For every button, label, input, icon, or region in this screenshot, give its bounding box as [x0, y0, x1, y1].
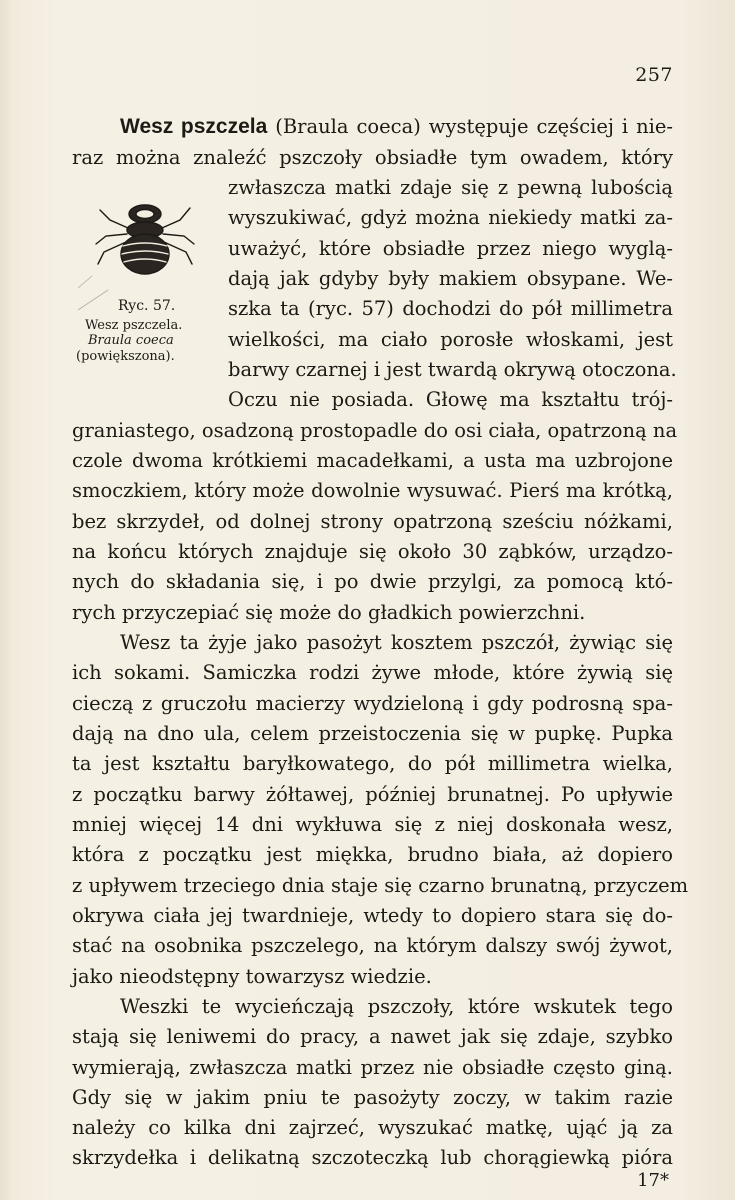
- section-heading: Wesz pszczela: [120, 115, 268, 138]
- text-line: smoczkiem, który może dowolnie wysuwać. Pierś ma krótką,: [72, 479, 673, 502]
- text-line: uważyć, które obsiadłe przez niego wyglą-: [228, 237, 673, 260]
- text-line: Wesz ta żyje jako pasożyt kosztem pszczół, żywiąc się: [120, 631, 673, 654]
- text-line: skrzydełka i delikatną szczoteczką lub chorągiewką pióra: [72, 1146, 673, 1169]
- text-line: cieczą z gruczołu macierzy wydzieloną i gdy podrosną spa-: [72, 692, 673, 715]
- text-line: ich sokami. Samiczka rodzi żywe młode, które żywią się: [72, 661, 673, 684]
- text-line: na końcu których znajduje się około 30 ząbków, urządzo-: [72, 540, 673, 563]
- text-line: stają się leniwemi do pracy, a nawet jak się zdaje, szybko: [72, 1025, 673, 1048]
- text-line: dają jak gdyby były makiem obsypane. We-: [228, 267, 673, 290]
- text-line: należy co kilka dni zajrzeć, wyszukać matkę, ująć ją za: [72, 1116, 673, 1139]
- text-line: Weszki te wycieńczają pszczoły, które wskutek tego: [120, 995, 673, 1018]
- text-line: Gdy się w jakim pniu te pasożyty zoczy, w takim razie: [72, 1086, 673, 1109]
- text-line: Oczu nie posiada. Głowę ma kształtu trój-: [228, 388, 673, 411]
- text-line: jako nieodstępny towarzysz wiedzie.: [72, 965, 432, 988]
- text-line: bez skrzydeł, od dolnej strony opatrzoną sześciu nóżkami,: [72, 510, 673, 533]
- figure-caption-latin: Braula coeca: [88, 333, 174, 348]
- text-line: rych przyczepiać się może do gładkich powierzchni.: [72, 601, 586, 624]
- text-line: z upływem trzeciego dnia staje się czarno brunatną, przyczem: [72, 874, 689, 897]
- text-line: ta jest kształtu baryłkowatego, do pół millimetra wielka,: [72, 752, 673, 775]
- text-line: okrywa ciała jej twardnieje, wtedy to dopiero stara się do-: [72, 904, 673, 927]
- text-line: nych do składania się, i po dwie przylgi, za pomocą któ-: [72, 570, 673, 593]
- text-line: zwłaszcza matki zdaje się z pewną lubością: [228, 176, 673, 199]
- text-line: graniastego, osadzoną prostopadle do osi ciała, opatrzoną na: [72, 419, 678, 442]
- text-line: która z początku jest miękka, brudno biała, aż dopiero: [72, 843, 673, 866]
- text-line: wielkości, ma ciało porosłe włoskami, jest: [228, 328, 673, 351]
- page-number: 257: [635, 64, 673, 86]
- text-line: czole dwoma krótkiemi macadełkami, a usta ma uzbrojone: [72, 449, 673, 472]
- text-line: [120, 112, 673, 142]
- text-line: wyszukiwać, gdyż można niekiedy matki za-: [228, 206, 673, 229]
- printer-signature: 17*: [637, 1170, 669, 1191]
- text-line: wymierają, zwłaszcza matki przez nie obsiadłe często giną.: [72, 1056, 673, 1079]
- figure-number: Ryc. 57.: [118, 298, 176, 314]
- text-line: stać na osobnika pszczelego, na którym dalszy swój żywot,: [72, 934, 673, 957]
- figure-caption-title: Wesz pszczela.: [85, 318, 183, 333]
- text-line: szka ta (ryc. 57) dochodzi do pół millimetra: [228, 297, 673, 320]
- text-line: raz można znaleźć pszczoły obsiadłe tym owadem, który: [72, 146, 673, 169]
- text-line: dają na dno ula, celem przeistoczenia się w pupkę. Pupka: [72, 722, 673, 745]
- text-line: mniej więcej 14 dni wykłuwa się z niej doskonała wesz,: [72, 813, 673, 836]
- text-line: z początku barwy żółtawej, później brunatnej. Po upływie: [72, 783, 673, 806]
- figure-caption-note: (powiększona).: [76, 349, 175, 364]
- text-line-rest: (Braula coeca) występuje częściej i nie-: [267, 115, 673, 138]
- text-line: barwy czarnej i jest twardą okrywą otoczona.: [228, 358, 677, 381]
